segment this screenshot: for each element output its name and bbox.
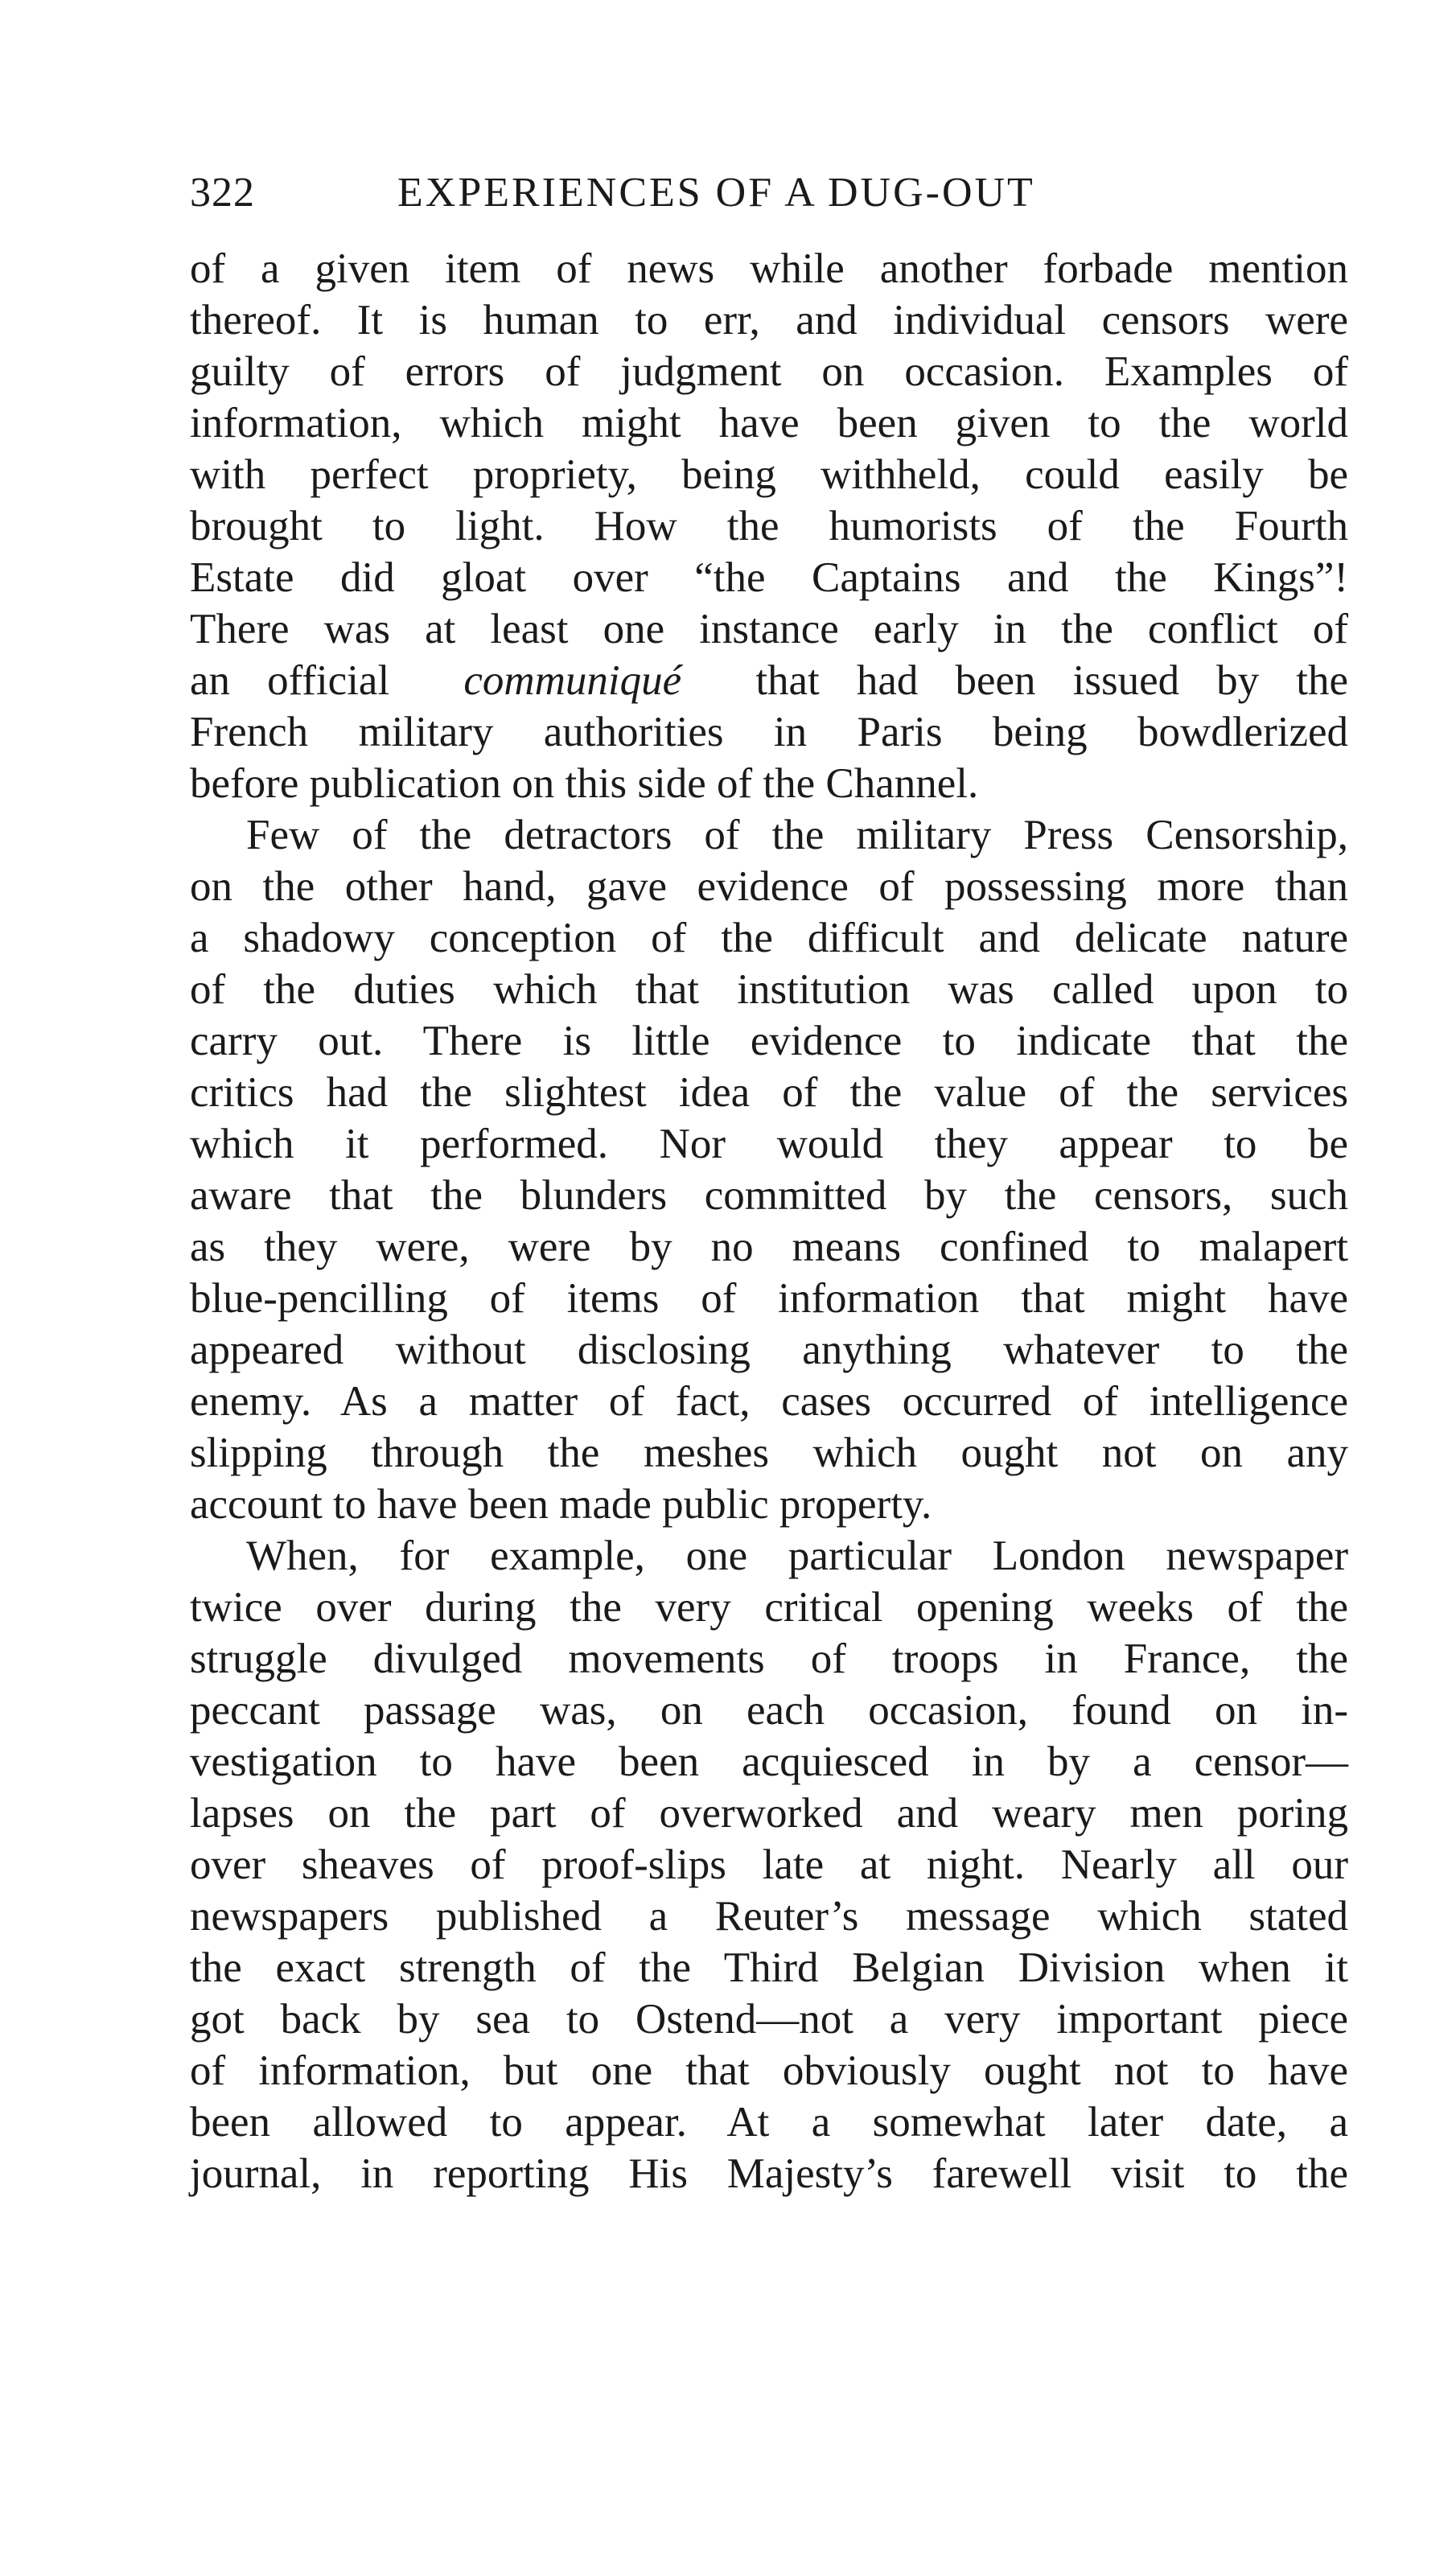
text-line: as they were, were by no means confined to malapert bbox=[190, 1224, 1348, 1270]
italic-word: communiqué bbox=[463, 657, 682, 704]
text-line: account to have been made public property. bbox=[190, 1481, 932, 1528]
text-line: before publication on this side of the Channel. bbox=[190, 760, 979, 807]
text-line: slipping through the meshes which ought not on any bbox=[190, 1430, 1348, 1476]
text-line: of the duties which that institution was called upon to bbox=[190, 966, 1348, 1013]
text-fragment: an official bbox=[190, 657, 390, 704]
text-line: lapses on the part of overworked and weary men poring bbox=[190, 1790, 1348, 1837]
text-line: on the other hand, gave evidence of possessing more than bbox=[190, 863, 1348, 910]
text-line: peccant passage was, on each occasion, found on in- bbox=[190, 1687, 1348, 1734]
text-line: thereof. It is human to err, and individual censors were bbox=[190, 297, 1348, 344]
text-line: of a given item of news while another forbade mention bbox=[190, 245, 1348, 292]
text-line: brought to light. How the humorists of the Fourth bbox=[190, 503, 1348, 549]
text-line: blue-pencilling of items of information that might have bbox=[190, 1275, 1348, 1322]
text-line: There was at least one instance early in the conflict of bbox=[190, 606, 1348, 652]
text-line: carry out. There is little evidence to indicate that the bbox=[190, 1018, 1348, 1064]
text-line: appeared without disclosing anything whatever to the bbox=[190, 1327, 1348, 1373]
page-number: 322 bbox=[190, 170, 255, 216]
text-line: which it performed. Nor would they appear to be bbox=[190, 1121, 1348, 1167]
text-line-mixed bbox=[190, 655, 1348, 706]
text-line: struggle divulged movements of troops in France, the bbox=[190, 1636, 1348, 1682]
paragraph-2 bbox=[190, 809, 1348, 1530]
text-line: a shadowy conception of the difficult and delicate nature bbox=[190, 915, 1348, 961]
text-line: When, for example, one particular London newspaper bbox=[246, 1533, 1348, 1579]
text-line: aware that the blunders committed by the censors, such bbox=[190, 1172, 1348, 1219]
text-line: been allowed to appear. At a somewhat later date, a bbox=[190, 2099, 1348, 2146]
text-line: guilty of errors of judgment on occasion. Examples of bbox=[190, 348, 1348, 395]
text-line: of information, but one that obviously ought not to have bbox=[190, 2047, 1348, 2094]
text-line: the exact strength of the Third Belgian Division when it bbox=[190, 1944, 1348, 1991]
text-line: journal, in reporting His Majesty’s farewell visit to the bbox=[190, 2150, 1348, 2197]
text-line: vestigation to have been acquiesced in by a censor— bbox=[190, 1738, 1348, 1785]
body-text bbox=[190, 243, 1348, 2199]
text-line: with perfect propriety, being withheld, could easily be bbox=[190, 451, 1348, 498]
text-line: got back by sea to Ostend—not a very important piece bbox=[190, 1996, 1348, 2043]
running-title: EXPERIENCES OF A DUG-OUT bbox=[397, 170, 1035, 216]
text-fragment: that had been issued by the bbox=[755, 657, 1348, 704]
paragraph-1 bbox=[190, 243, 1348, 809]
text-line: Estate did gloat over “the Captains and the Kings”! bbox=[190, 554, 1348, 601]
paragraph-3 bbox=[190, 1530, 1348, 2199]
text-line: newspapers published a Reuter’s message which stated bbox=[190, 1893, 1348, 1940]
text-line: French military authorities in Paris being bowdlerized bbox=[190, 709, 1348, 755]
text-line: critics had the slightest idea of the value of the services bbox=[190, 1069, 1348, 1116]
page-header bbox=[190, 165, 1348, 221]
text-line: enemy. As a matter of fact, cases occurred of intelligence bbox=[190, 1378, 1348, 1425]
text-line: Few of the detractors of the military Press Censorship, bbox=[246, 812, 1348, 858]
text-line: twice over during the very critical opening weeks of the bbox=[190, 1584, 1348, 1631]
text-line: information, which might have been given to the world bbox=[190, 400, 1348, 446]
text-line: over sheaves of proof-slips late at night. Nearly all our bbox=[190, 1841, 1348, 1888]
